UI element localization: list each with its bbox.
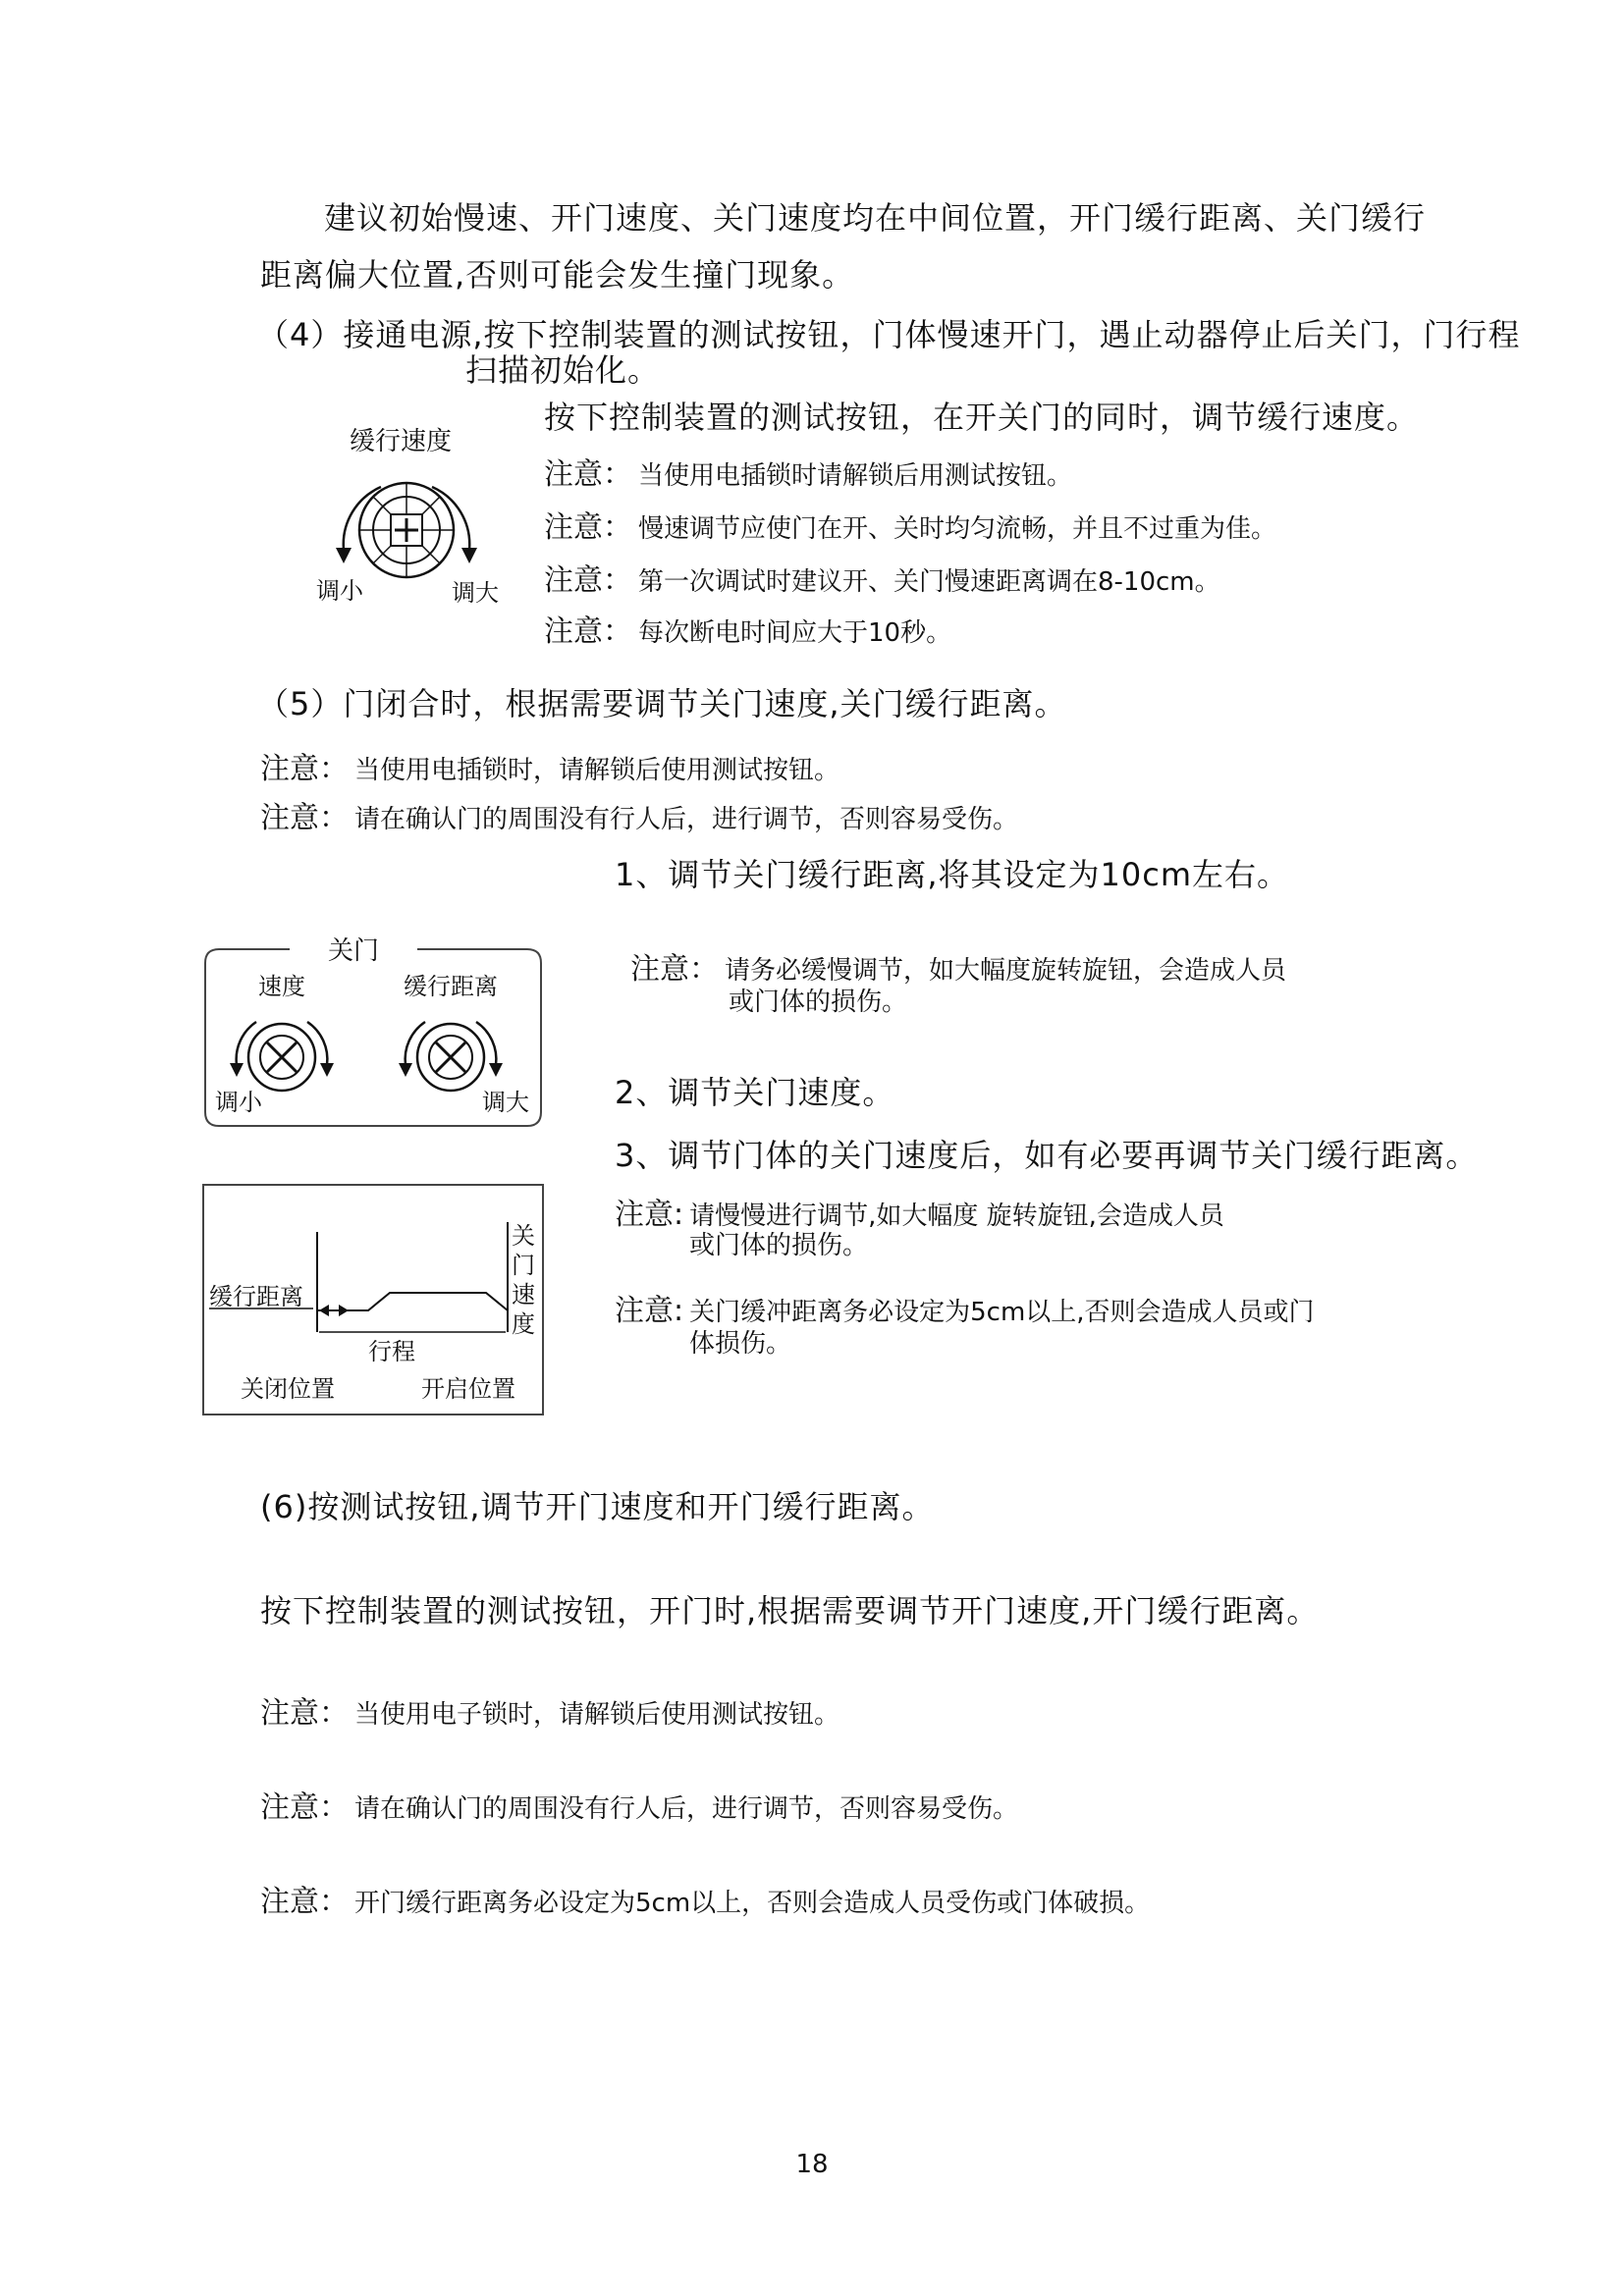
dial-decrease-label: 调小 (316, 577, 363, 605)
step4-note-3 (544, 556, 1220, 599)
step5-item-1: 1、调节关门缓行距离,将其设定为10cm左右。 (615, 856, 1290, 893)
step5-item-2: 2、调节关门速度。 (615, 1074, 895, 1111)
step4-note-1 (544, 450, 1072, 493)
note-text: 请慢慢进行调节,如大幅度 旋转旋钮,会造成人员 (689, 1201, 1224, 1231)
note-text: 当使用电子锁时，请解锁后使用测试按钮。 (354, 1700, 840, 1730)
note-text: 关门缓冲距离务必设定为5cm以上,否则会造成人员或门 (689, 1298, 1315, 1327)
travel-label: 行程 (368, 1338, 415, 1365)
note-text: 当使用电插锁时请解锁后用测试按钮。 (638, 461, 1073, 491)
page-number: 18 (795, 2150, 829, 2179)
intro-line-2: 距离偏大位置,否则可能会发生撞门现象。 (260, 256, 855, 294)
step6-title: (6)按测试按钮,调节开门速度和开门缓行距离。 (260, 1488, 935, 1525)
step5-note-b-line-2: 或门体的损伤。 (689, 1231, 869, 1260)
dial-increase-label: 调大 (452, 579, 499, 607)
dial-knob-icon (359, 483, 454, 577)
note-label: 注意： (630, 952, 719, 987)
speed-knob-icon (230, 1022, 334, 1091)
note-label: 注意: (615, 1294, 684, 1328)
step5-note-1 (260, 744, 839, 787)
note-label: 注意: (615, 1198, 684, 1232)
note-label: 注意： (544, 510, 632, 545)
step6-note-1 (260, 1688, 839, 1732)
note-text: 每次断电时间应大于10秒。 (638, 618, 952, 648)
note-text: 当使用电插锁时，请解锁后使用测试按钮。 (354, 756, 840, 785)
closed-position-label: 关闭位置 (241, 1375, 335, 1403)
speed-knob-label: 速度 (258, 973, 305, 1000)
note-label: 注意： (544, 563, 632, 598)
note-text: 请在确认门的周围没有行人后，进行调节，否则容易受伤。 (354, 805, 1019, 834)
dial-title: 缓行速度 (349, 427, 453, 456)
step5-line: （5）门闭合时，根据需要调节关门速度,关门缓行距离。 (257, 685, 1067, 722)
slow-distance-label: 缓行距离 (209, 1283, 303, 1310)
speed-vertical-char-2: 门 (512, 1252, 535, 1279)
speed-vertical-char-1: 关 (512, 1222, 535, 1250)
step5-item-3: 3、调节门体的关门速度后，如有必要再调节关门缓行距离。 (615, 1137, 1479, 1174)
panel-decrease-label: 调小 (215, 1089, 262, 1116)
note-label: 注意： (544, 614, 632, 649)
step6-note-2 (260, 1783, 1018, 1826)
note-label: 注意： (260, 752, 349, 786)
note-text: 请务必缓慢调节，如大幅度旋转旋钮，会造成人员 (725, 956, 1287, 986)
distance-knob-label: 缓行距离 (404, 973, 498, 1000)
step4-line-2: 扫描初始化。 (465, 351, 661, 389)
panel-increase-label: 调大 (482, 1089, 529, 1116)
step4-note-4 (544, 607, 951, 650)
panel-title: 关门 (327, 936, 380, 966)
note-label: 注意： (260, 801, 349, 835)
slow-speed-dial-figure (285, 422, 530, 609)
note-text: 慢速调节应使门在开、关时均匀流畅，并且不过重为佳。 (638, 514, 1277, 544)
speed-vertical-char-3: 速 (512, 1281, 535, 1308)
speed-vertical-char-4: 度 (512, 1310, 535, 1338)
note-label: 注意： (260, 1790, 349, 1825)
note-text: 第一次调试时建议开、关门慢速距离调在8-10cm。 (638, 567, 1220, 597)
close-door-knob-panel (201, 928, 545, 1134)
step4-note-2 (544, 503, 1276, 546)
step5-note-c-line-2: 体损伤。 (689, 1329, 792, 1359)
step5-note-2 (260, 793, 1018, 836)
note-text: 开门缓行距离务必设定为5cm以上，否则会造成人员受伤或门体破损。 (354, 1889, 1151, 1918)
step6-lead: 按下控制装置的测试按钮，开门时,根据需要调节开门速度,开门缓行距离。 (260, 1592, 1320, 1629)
note-label: 注意： (260, 1885, 349, 1919)
note-text: 请在确认门的周围没有行人后，进行调节，否则容易受伤。 (354, 1794, 1019, 1824)
note-label: 注意： (260, 1696, 349, 1731)
step5-note-a-line-2: 或门体的损伤。 (729, 988, 908, 1017)
intro-line-1: 建议初始慢速、开门速度、关门速度均在中间位置，开门缓行距离、关门缓行 (324, 199, 1427, 237)
step6-note-3 (260, 1877, 1150, 1920)
step4-lead: 按下控制装置的测试按钮，在开关门的同时，调节缓行速度。 (544, 399, 1420, 436)
step4-line-1: （4）接通电源,按下控制装置的测试按钮，门体慢速开门，遇止动器停止后关门，门行程 (257, 316, 1521, 353)
note-label: 注意： (544, 457, 632, 492)
open-position-label: 开启位置 (421, 1375, 515, 1403)
door-travel-diagram (201, 1183, 545, 1418)
slow-distance-knob-icon (399, 1022, 503, 1091)
